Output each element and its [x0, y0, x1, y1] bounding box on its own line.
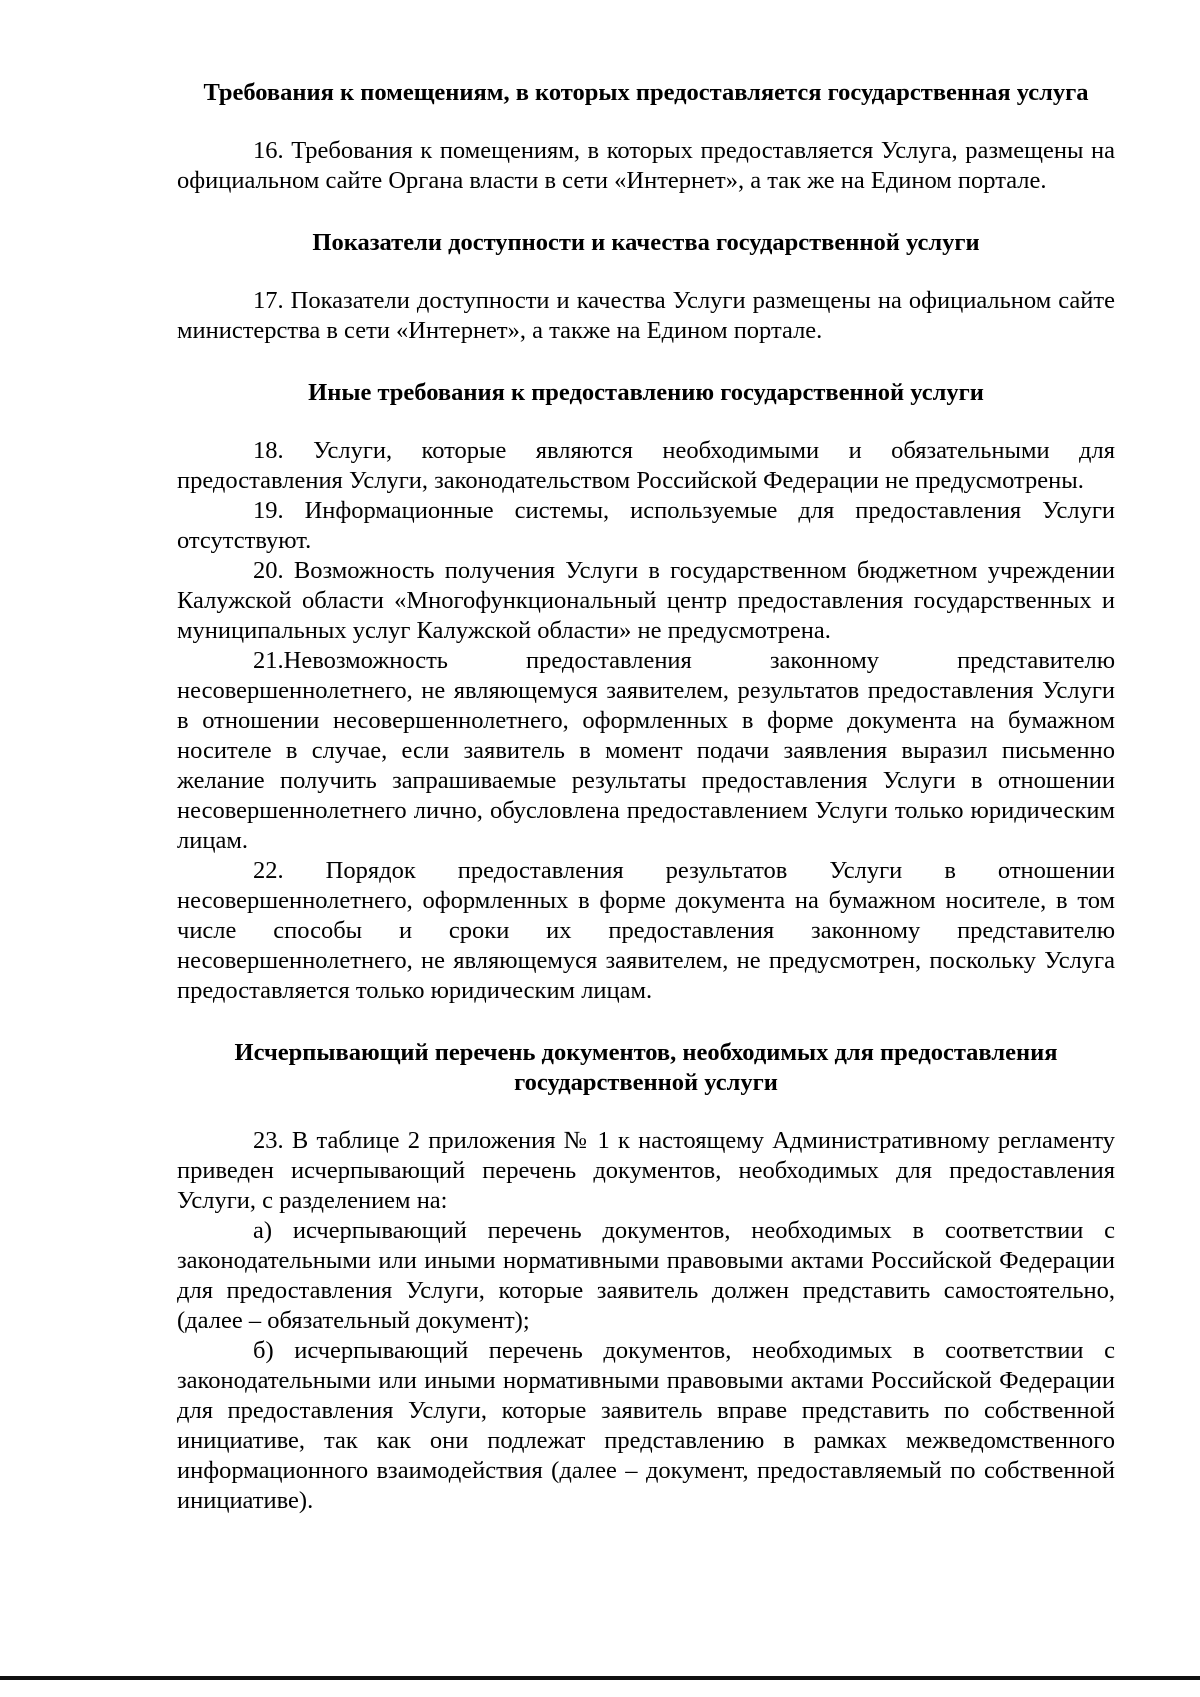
section-heading-accessibility: Показатели доступности и качества государственной услуги — [312, 229, 980, 256]
paragraph-23-a: а) исчерпывающий перечень документов, необходимых в соответствии с законодательными или иными нормативными правовыми актами Российской Федерации для предоставления Услуги, которые заявитель должен представить самостоятельно, (далее – обязательный документ); — [177, 1217, 1115, 1334]
section-heading-documents-list: Исчерпывающий перечень документов, необходимых для предоставления государственной услуги — [234, 1039, 1058, 1096]
page-bottom-divider — [0, 1676, 1200, 1680]
paragraph-23-b: б) исчерпывающий перечень документов, необходимых в соответствии с законодательными или иными нормативными правовыми актами Российской Федерации для предоставления Услуги, которые заявитель вправе представить по собственной инициативе, так как они подлежат представлению в рамках межведомственного информационного взаимодействия (далее – документ, предоставляемый по собственной инициативе). — [177, 1337, 1115, 1514]
document-page — [177, 78, 1115, 1516]
paragraph-18: 18. Услуги, которые являются необходимыми и обязательными для предоставления Услуги, законодательством Российской Федерации не предусмотрены. — [177, 437, 1115, 494]
paragraph-17: 17. Показатели доступности и качества Услуги размещены на официальном сайте министерства в сети «Интернет», а также на Едином портале. — [177, 287, 1115, 344]
paragraph-23: 23. В таблице 2 приложения № 1 к настоящему Административному регламенту приведен исчерпывающий перечень документов, необходимых для предоставления Услуги, с разделением на: — [177, 1127, 1115, 1214]
paragraph-20: 20. Возможность получения Услуги в государственном бюджетном учреждении Калужской области «Многофункциональный центр предоставления государственных и муниципальных услуг Калужской области» не предусмотрена. — [177, 557, 1115, 644]
section-heading-other-requirements: Иные требования к предоставлению государственной услуги — [308, 379, 984, 406]
paragraph-22: 22. Порядок предоставления результатов Услуги в отношении несовершеннолетнего, оформленных в форме документа на бумажном носителе, в том числе способы и сроки их предоставления законному представителю несовершеннолетнего, не являющемуся заявителем, не предусмотрен, поскольку Услуга предоставляется только юридическим лицам. — [177, 857, 1115, 1004]
paragraph-21: 21.Невозможность предоставления законному представителю несовершеннолетнего, не являющемуся заявителем, результатов предоставления Услуги в отношении несовершеннолетнего, оформленных в форме документа на бумажном носителе в случае, если заявитель в момент подачи заявления выразил письменно желание получить запрашиваемые результаты предоставления Услуги в отношении несовершеннолетнего лично, обусловлена предоставлением Услуги только юридическим лицам. — [177, 647, 1115, 854]
paragraph-19: 19. Информационные системы, используемые для предоставления Услуги отсутствуют. — [177, 497, 1115, 554]
section-heading-premises: Требования к помещениям, в которых предоставляется государственная услуга — [203, 79, 1089, 106]
paragraph-16: 16. Требования к помещениям, в которых предоставляется Услуга, размещены на официальном сайте Органа власти в сети «Интернет», а так же на Едином портале. — [177, 137, 1115, 194]
